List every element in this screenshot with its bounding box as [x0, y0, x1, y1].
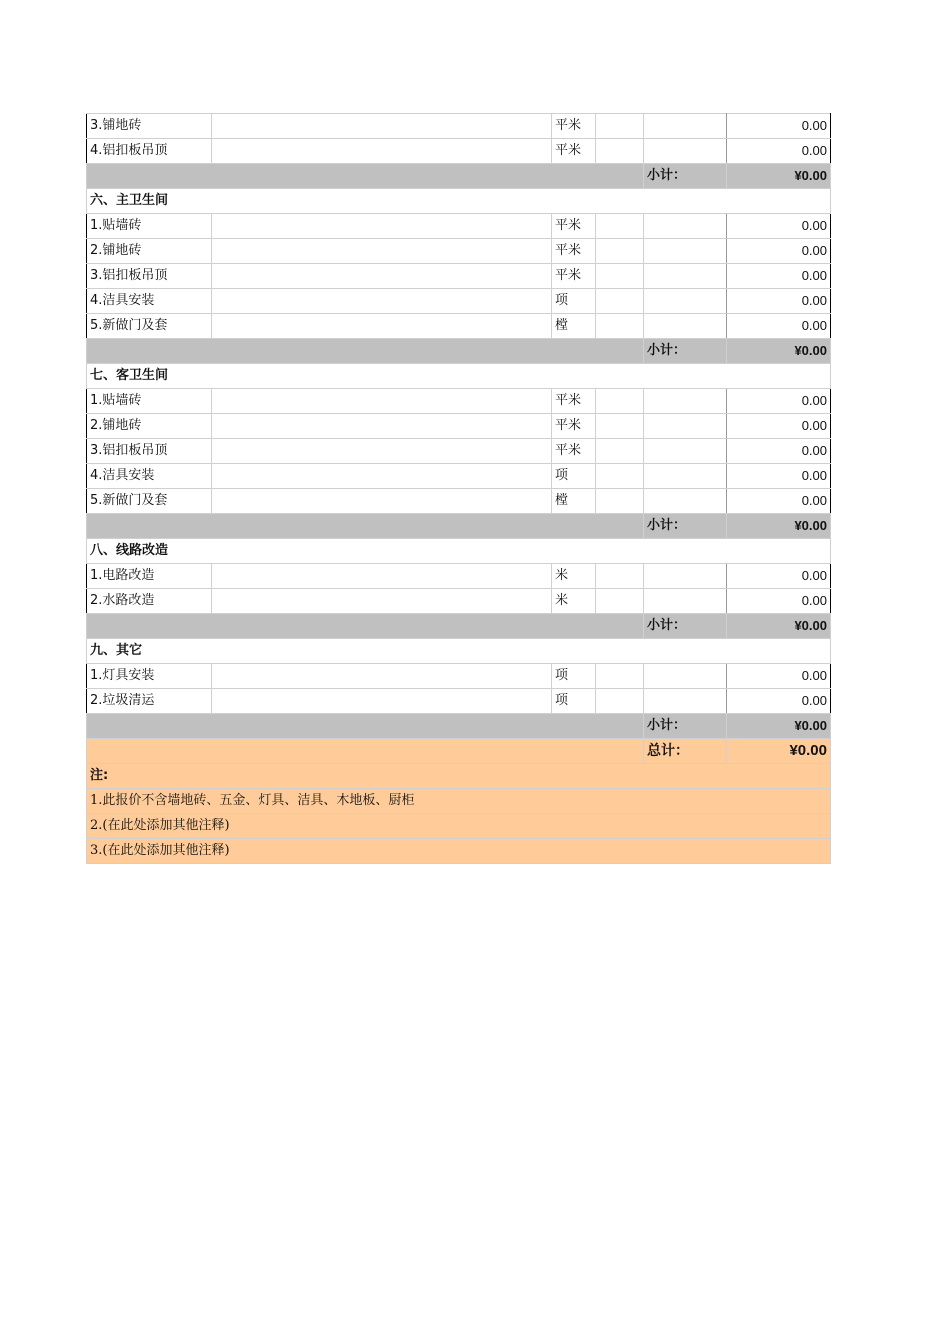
- total-row: [87, 739, 831, 764]
- item-price-cell[interactable]: [644, 564, 727, 589]
- item-row: [87, 214, 831, 239]
- item-description-cell[interactable]: [212, 114, 552, 139]
- item-description-cell[interactable]: [212, 589, 552, 614]
- subtotal-row: [87, 614, 831, 639]
- item-row: [87, 489, 831, 514]
- item-quantity-cell[interactable]: [596, 489, 644, 514]
- subtotal-blank: [87, 714, 644, 739]
- item-row: [87, 439, 831, 464]
- item-unit-cell[interactable]: 平米: [552, 389, 596, 414]
- subtotal-label: 小计：: [644, 164, 727, 189]
- item-price-cell[interactable]: [644, 314, 727, 339]
- item-name-cell[interactable]: 1.贴墙砖: [87, 214, 212, 239]
- subtotal-row: [87, 714, 831, 739]
- item-unit-cell[interactable]: 项: [552, 689, 596, 714]
- item-quantity-cell[interactable]: [596, 114, 644, 139]
- item-description-cell[interactable]: [212, 489, 552, 514]
- item-price-cell[interactable]: [644, 689, 727, 714]
- item-unit-cell[interactable]: 平米: [552, 139, 596, 164]
- item-row: [87, 564, 831, 589]
- item-amount-cell[interactable]: 0.00: [727, 314, 831, 339]
- subtotal-blank: [87, 614, 644, 639]
- subtotal-blank: [87, 164, 644, 189]
- item-row: [87, 139, 831, 164]
- item-quantity-cell[interactable]: [596, 664, 644, 689]
- item-quantity-cell[interactable]: [596, 564, 644, 589]
- item-name-cell[interactable]: 4.洁具安装: [87, 289, 212, 314]
- item-row: [87, 239, 831, 264]
- item-price-cell[interactable]: [644, 239, 727, 264]
- subtotal-blank: [87, 514, 644, 539]
- section-header-row: [87, 539, 831, 564]
- item-amount-cell[interactable]: 0.00: [727, 214, 831, 239]
- item-name-cell[interactable]: 2.垃圾清运: [87, 689, 212, 714]
- item-row: [87, 689, 831, 714]
- subtotal-label: 小计：: [644, 339, 727, 364]
- item-name-cell[interactable]: 1.灯具安装: [87, 664, 212, 689]
- note-text[interactable]: 3.(在此处添加其他注释): [87, 839, 831, 864]
- subtotal-value: ¥0.00: [727, 514, 831, 539]
- item-row: [87, 314, 831, 339]
- item-amount-cell[interactable]: 0.00: [727, 414, 831, 439]
- item-row: [87, 464, 831, 489]
- subtotal-blank: [87, 339, 644, 364]
- section-header-row: [87, 364, 831, 389]
- total-label: 总计：: [644, 739, 727, 764]
- item-quantity-cell[interactable]: [596, 689, 644, 714]
- item-row: [87, 264, 831, 289]
- note-row: [87, 814, 831, 839]
- item-description-cell[interactable]: [212, 664, 552, 689]
- item-name-cell[interactable]: 1.贴墙砖: [87, 389, 212, 414]
- item-amount-cell[interactable]: 0.00: [727, 139, 831, 164]
- section-header-row: [87, 639, 831, 664]
- item-amount-cell[interactable]: 0.00: [727, 239, 831, 264]
- item-unit-cell[interactable]: 项: [552, 289, 596, 314]
- item-row: [87, 289, 831, 314]
- total-blank: [87, 739, 644, 764]
- item-quantity-cell[interactable]: [596, 214, 644, 239]
- item-name-cell[interactable]: 2.铺地砖: [87, 239, 212, 264]
- item-description-cell[interactable]: [212, 464, 552, 489]
- item-unit-cell[interactable]: 项: [552, 464, 596, 489]
- item-row: [87, 589, 831, 614]
- item-name-cell[interactable]: 5.新做门及套: [87, 489, 212, 514]
- note-row: [87, 789, 831, 814]
- notes-heading: 注:: [87, 764, 831, 789]
- item-unit-cell[interactable]: 项: [552, 664, 596, 689]
- item-quantity-cell[interactable]: [596, 414, 644, 439]
- item-unit-cell[interactable]: 樘: [552, 314, 596, 339]
- item-amount-cell[interactable]: 0.00: [727, 389, 831, 414]
- section-title: 九、其它: [87, 639, 831, 664]
- item-unit-cell[interactable]: 樘: [552, 489, 596, 514]
- item-unit-cell[interactable]: 平米: [552, 414, 596, 439]
- item-price-cell[interactable]: [644, 389, 727, 414]
- item-amount-cell[interactable]: 0.00: [727, 589, 831, 614]
- item-description-cell[interactable]: [212, 414, 552, 439]
- item-description-cell[interactable]: [212, 139, 552, 164]
- item-description-cell[interactable]: [212, 239, 552, 264]
- item-name-cell[interactable]: 1.电路改造: [87, 564, 212, 589]
- item-price-cell[interactable]: [644, 589, 727, 614]
- item-unit-cell[interactable]: 米: [552, 564, 596, 589]
- item-quantity-cell[interactable]: [596, 589, 644, 614]
- item-unit-cell[interactable]: 米: [552, 589, 596, 614]
- note-row: [87, 839, 831, 864]
- item-name-cell[interactable]: 3.铝扣板吊顶: [87, 264, 212, 289]
- item-description-cell[interactable]: [212, 264, 552, 289]
- item-quantity-cell[interactable]: [596, 439, 644, 464]
- item-quantity-cell[interactable]: [596, 289, 644, 314]
- item-name-cell[interactable]: 2.水路改造: [87, 589, 212, 614]
- item-amount-cell[interactable]: 0.00: [727, 564, 831, 589]
- item-unit-cell[interactable]: 平米: [552, 264, 596, 289]
- item-quantity-cell[interactable]: [596, 314, 644, 339]
- item-description-cell[interactable]: [212, 289, 552, 314]
- subtotal-value: ¥0.00: [727, 339, 831, 364]
- item-quantity-cell[interactable]: [596, 239, 644, 264]
- item-amount-cell[interactable]: 0.00: [727, 664, 831, 689]
- item-description-cell[interactable]: [212, 214, 552, 239]
- item-quantity-cell[interactable]: [596, 264, 644, 289]
- subtotal-row: [87, 514, 831, 539]
- item-amount-cell[interactable]: 0.00: [727, 264, 831, 289]
- item-name-cell[interactable]: 3.铝扣板吊顶: [87, 439, 212, 464]
- item-price-cell[interactable]: [644, 139, 727, 164]
- item-row: [87, 389, 831, 414]
- item-unit-cell[interactable]: 平米: [552, 214, 596, 239]
- item-name-cell[interactable]: 5.新做门及套: [87, 314, 212, 339]
- quote-table: [86, 113, 831, 864]
- item-row: [87, 414, 831, 439]
- item-unit-cell[interactable]: 平米: [552, 439, 596, 464]
- item-unit-cell[interactable]: 平米: [552, 114, 596, 139]
- item-price-cell[interactable]: [644, 289, 727, 314]
- note-text[interactable]: 2.(在此处添加其他注释): [87, 814, 831, 839]
- item-unit-cell[interactable]: 平米: [552, 239, 596, 264]
- section-title: 六、主卫生间: [87, 189, 831, 214]
- item-price-cell[interactable]: [644, 414, 727, 439]
- item-price-cell[interactable]: [644, 214, 727, 239]
- section-header-row: [87, 189, 831, 214]
- subtotal-value: ¥0.00: [727, 614, 831, 639]
- item-name-cell[interactable]: 2.铺地砖: [87, 414, 212, 439]
- item-row: [87, 114, 831, 139]
- item-price-cell[interactable]: [644, 489, 727, 514]
- item-quantity-cell[interactable]: [596, 139, 644, 164]
- item-name-cell[interactable]: 4.铝扣板吊顶: [87, 139, 212, 164]
- item-amount-cell[interactable]: 0.00: [727, 289, 831, 314]
- total-value: ¥0.00: [727, 739, 831, 764]
- item-quantity-cell[interactable]: [596, 464, 644, 489]
- subtotal-row: [87, 164, 831, 189]
- section-title: 八、线路改造: [87, 539, 831, 564]
- item-description-cell[interactable]: [212, 389, 552, 414]
- subtotal-value: ¥0.00: [727, 164, 831, 189]
- subtotal-row: [87, 339, 831, 364]
- item-price-cell[interactable]: [644, 464, 727, 489]
- item-description-cell[interactable]: [212, 314, 552, 339]
- subtotal-label: 小计：: [644, 614, 727, 639]
- item-row: [87, 664, 831, 689]
- item-quantity-cell[interactable]: [596, 389, 644, 414]
- item-amount-cell[interactable]: 0.00: [727, 464, 831, 489]
- item-price-cell[interactable]: [644, 114, 727, 139]
- subtotal-label: 小计：: [644, 514, 727, 539]
- item-amount-cell[interactable]: 0.00: [727, 489, 831, 514]
- item-amount-cell[interactable]: 0.00: [727, 114, 831, 139]
- subtotal-value: ¥0.00: [727, 714, 831, 739]
- item-description-cell[interactable]: [212, 564, 552, 589]
- item-name-cell[interactable]: 4.洁具安装: [87, 464, 212, 489]
- subtotal-label: 小计：: [644, 714, 727, 739]
- item-price-cell[interactable]: [644, 664, 727, 689]
- section-title: 七、客卫生间: [87, 364, 831, 389]
- item-description-cell[interactable]: [212, 689, 552, 714]
- item-amount-cell[interactable]: 0.00: [727, 689, 831, 714]
- notes-heading-row: [87, 764, 831, 789]
- note-text[interactable]: 1.此报价不含墙地砖、五金、灯具、洁具、木地板、厨柜: [87, 789, 831, 814]
- item-name-cell[interactable]: 3.铺地砖: [87, 114, 212, 139]
- item-description-cell[interactable]: [212, 439, 552, 464]
- item-price-cell[interactable]: [644, 439, 727, 464]
- item-price-cell[interactable]: [644, 264, 727, 289]
- item-amount-cell[interactable]: 0.00: [727, 439, 831, 464]
